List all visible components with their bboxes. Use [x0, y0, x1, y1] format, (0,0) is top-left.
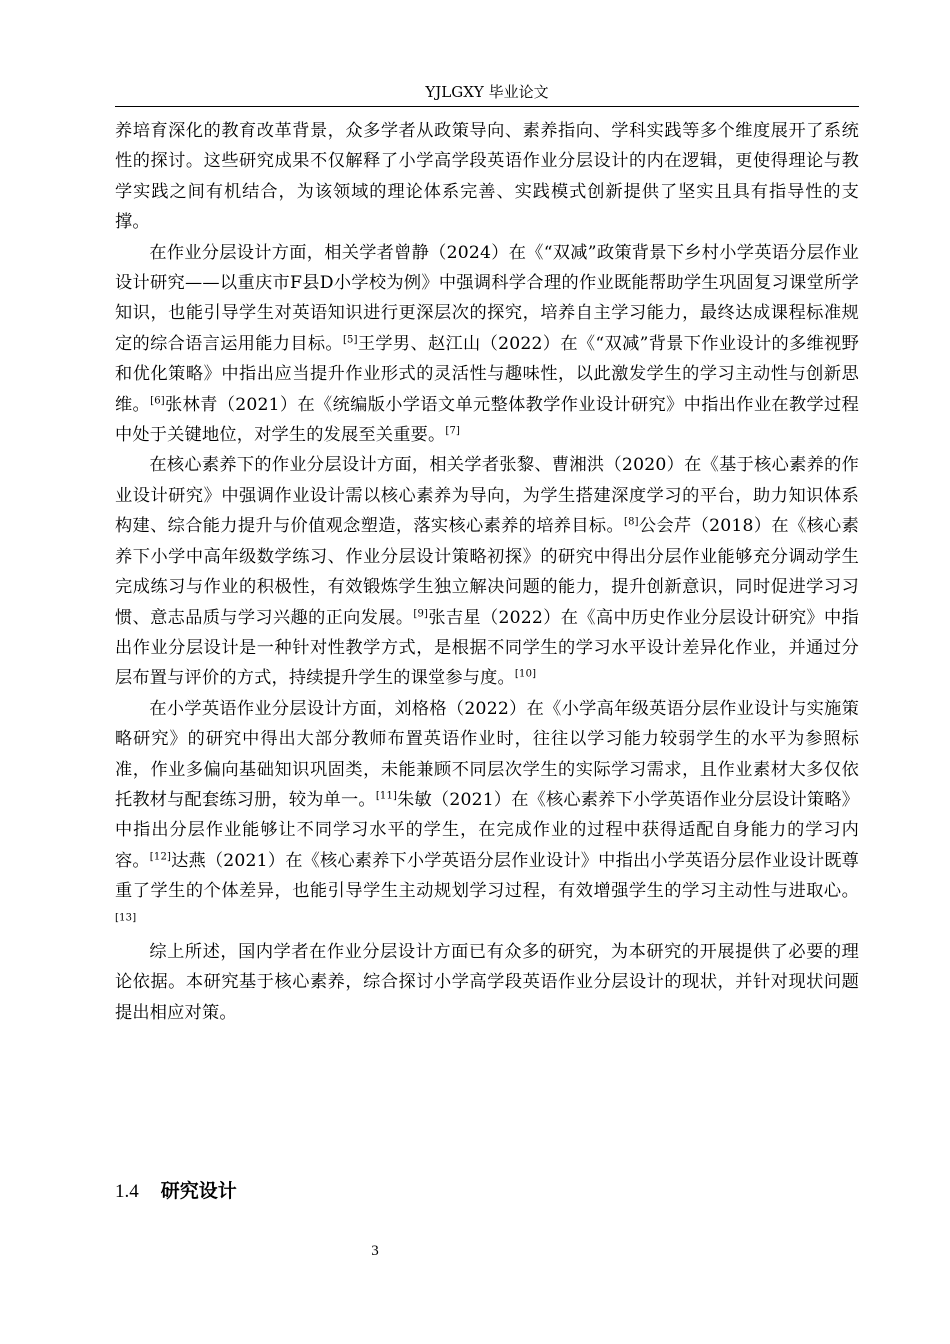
- paragraph-primary-english: [115, 694, 859, 937]
- text-run: 在作业分层设计方面，相关学者曾静（2024）在《“双减”政策背景下乡村小学英语分层作业设计研究——以重庆市F县D小学校为例》中强调科学合理的作业既能帮助学生巩固复习课堂所学知识，也能引导学生对英语知识进行更深层次的探究，培养自主学习能力，最终达成课程标准规定的综合语言运用能力目标。: [115, 242, 859, 354]
- citation-ref: [5]: [342, 334, 358, 346]
- text-run: 在小学英语作业分层设计方面，刘格格（2022）在《小学高年级英语分层作业设计与实施策略研究》的研究中得出大部分教师布置英语作业时，往往以学习能力较弱学生的水平为参照标准，作业多偏向基础知识巩固类，未能兼顾不同层次学生的实际学习需求，且作业素材大多仅依托教材与配套练习册，较为单一。: [115, 698, 859, 810]
- citation-ref: [6]: [150, 394, 165, 406]
- paragraph-core-literacy: [115, 450, 859, 693]
- paragraph-summary: [115, 937, 859, 1028]
- paragraph-homework-layering: [115, 238, 859, 451]
- citation-ref: [11]: [375, 790, 398, 802]
- section-heading: [115, 1176, 237, 1207]
- header-rule: [115, 106, 859, 107]
- text-run: 王学男、赵江山（2022）在《“双减”背景下作业设计的多维视野和优化策略》中指出应当提升作业形式的灵活性与趣味性，以此激发学生的学习主动性与创新思维。: [115, 333, 859, 415]
- citation-ref: [12]: [149, 851, 172, 863]
- citation-ref: [8]: [624, 516, 639, 528]
- text-run: 达燕（2021）在《核心素养下小学英语分层作业设计》中指出小学英语分层作业设计既尊重了学生的个体差异，也能引导学生主动规划学习过程，有效增强学生的学习主动性与进取心。: [115, 850, 859, 902]
- text-run: 朱敏（2021）在《核心素养下小学英语作业分层设计策略》中指出分层作业能够让不同学习水平的学生，在完成作业的过程中获得适配自身能力的学习内容。: [115, 789, 859, 871]
- text-run: 在核心素养下的作业分层设计方面，相关学者张黎、曹湘洪（2020）在《基于核心素养的作业设计研究》中强调作业设计需以核心素养为导向，为学生搭建深度学习的平台，助力知识体系构建、综合能力提升与价值观念塑造，落实核心素养的培养目标。: [115, 455, 859, 537]
- page-number: 3: [371, 1243, 379, 1259]
- citation-ref: [7]: [445, 425, 461, 437]
- text-run: 张吉星（2022）在《高中历史作业分层设计研究》中指出作业分层设计是一种针对性教学方式，是根据不同学生的学习水平设计差异化作业，并通过分层布置与评价的方式，持续提升学生的课堂参与度。: [115, 607, 859, 689]
- running-header: YJLGXY 毕业论文: [425, 83, 549, 101]
- body-text: [115, 116, 859, 1028]
- citation-ref: [10]: [514, 668, 537, 680]
- section-number: 1.4: [115, 1181, 139, 1202]
- text-run: 综上所述，国内学者在作业分层设计方面已有众多的研究，为本研究的开展提供了必要的理论依据。本研究基于核心素养，综合探讨小学高学段英语作业分层设计的现状，并针对现状问题提出相应对策。: [115, 941, 859, 1023]
- citation-ref: [13]: [115, 911, 137, 923]
- text-run: 张林青（2021）在《统编版小学语文单元整体教学作业设计研究》中指出作业在教学过程中处于关键地位，对学生的发展至关重要。: [115, 394, 859, 446]
- text-run: 养培育深化的教育改革背景，众多学者从政策导向、素养指向、学科实践等多个维度展开了系统性的探讨。这些研究成果不仅解释了小学高学段英语作业分层设计的内在逻辑，更使得理论与教学实践之间有机结合，为该领域的理论体系完善、实践模式创新提供了坚实且具有指导性的支撑。: [115, 121, 859, 233]
- section-title: 研究设计: [160, 1180, 237, 1202]
- text-run: 公会芹（2018）在《核心素养下小学中高年级数学练习、作业分层设计策略初探》的研究中得出分层作业能够充分调动学生完成练习与作业的积极性，有效锻炼学生独立解决问题的能力，提升创新意识，同时促进学习习惯、意志品质与学习兴趣的正向发展。: [115, 516, 859, 628]
- citation-ref: [9]: [413, 607, 429, 619]
- paragraph-continuation: [115, 116, 859, 238]
